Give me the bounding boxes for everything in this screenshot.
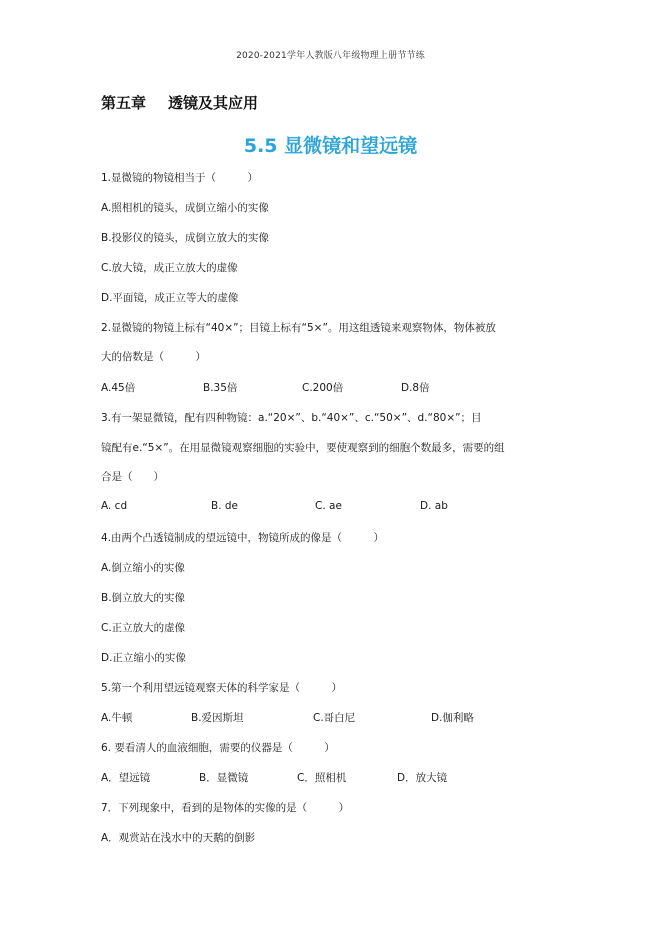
question-6-option-b: B．显微镜 — [199, 772, 249, 784]
question-5-stem: 5.第一个利用望远镜观察天体的科学家是（ ） — [101, 682, 343, 694]
question-3-option-a: A. cd — [101, 500, 128, 512]
question-1-option-d: D.平面镜，成正立等大的虚像 — [101, 292, 239, 304]
question-2-option-c: C.200倍 — [302, 382, 344, 394]
question-2-option-b: B.35倍 — [203, 382, 238, 394]
question-1-stem: 1.显微镜的物镜相当于（ ） — [101, 172, 259, 184]
page-header: 2020-2021学年人教版八年级物理上册节节练 — [236, 51, 425, 61]
question-2-option-d: D.8倍 — [401, 382, 430, 394]
question-3-stem-line-2: 镜配有e.“5×”。在用显微镜观察细胞的实验中，要使观察到的细胞个数最多，需要的组 — [101, 442, 505, 454]
question-5-option-d: D.伽利略 — [431, 712, 474, 724]
chapter-heading — [101, 92, 258, 113]
question-1-option-c: C.放大镜，成正立放大的虚像 — [101, 262, 238, 274]
section-title: 5.5 显微镜和望远镜 — [243, 135, 418, 157]
question-2-stem-line-1: 2.显微镜的物镜上标有“40×”；目镜上标有“5×”。用这组透镜来观察物体，物体被放 — [101, 322, 496, 334]
question-6-option-c: C．照相机 — [297, 772, 347, 784]
question-7-stem: 7．下列现象中，看到的是物体的实像的是（ ） — [101, 802, 350, 814]
question-2-stem-line-2: 大的倍数是（ ） — [101, 351, 206, 363]
question-4-option-c: C.正立放大的虚像 — [101, 622, 186, 634]
question-4-option-b: B.倒立放大的实像 — [101, 592, 186, 604]
question-1-option-a: A.照相机的镜头，成倒立缩小的实像 — [101, 202, 269, 214]
question-5-option-b: B.爱因斯坦 — [191, 712, 244, 724]
question-1-option-b: B.投影仪的镜头，成倒立放大的实像 — [101, 232, 270, 244]
question-3-stem-line-1: 3.有一架显微镜，配有四种物镜：a.“20×”、b.“40×”、c.“50×”、d.“80×”；目 — [101, 412, 482, 424]
question-2-option-a: A.45倍 — [101, 382, 136, 394]
question-3-stem-line-3: 合是（ ） — [101, 471, 164, 483]
question-5-option-a: A.牛顿 — [101, 712, 133, 724]
question-3-option-d: D. ab — [420, 500, 448, 512]
question-7-option-a: A．观赏站在浅水中的天鹅的倒影 — [101, 832, 256, 844]
question-6-stem: 6. 要看清人的血液细胞，需要的仪器是（ ） — [101, 742, 335, 754]
chapter-title: 透镜及其应用 — [168, 94, 259, 112]
question-6-option-d: D．放大镜 — [397, 772, 448, 784]
question-6-option-a: A．望远镜 — [101, 772, 151, 784]
chapter-number: 第五章 — [101, 94, 147, 112]
question-3-option-c: C. ae — [315, 500, 342, 512]
question-4-stem: 4.由两个凸透镜制成的望远镜中，物镜所成的像是（ ） — [101, 532, 385, 544]
question-4-option-a: A.倒立缩小的实像 — [101, 562, 185, 574]
question-5-option-c: C.哥白尼 — [313, 712, 356, 724]
question-4-option-d: D.正立缩小的实像 — [101, 652, 186, 664]
question-3-option-b: B. de — [211, 500, 239, 512]
